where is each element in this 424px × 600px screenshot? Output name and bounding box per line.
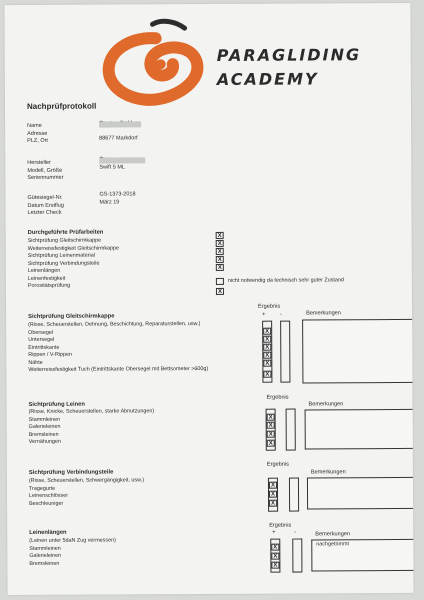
plus-mark[interactable]: X bbox=[269, 500, 277, 507]
glider-values bbox=[99, 156, 125, 179]
section-item: Stammleinen bbox=[28, 416, 61, 423]
cert-labels bbox=[27, 195, 63, 218]
ergebnis-header: Ergebnis bbox=[258, 303, 281, 310]
section-item: Untersegel bbox=[28, 336, 55, 343]
section-item: Weiterreissfestigkeit Tuch (Eintrittskante Obersegel mit Bettsometer >600g) bbox=[28, 366, 209, 373]
cert-label: Gütesiegel-Nr. bbox=[27, 194, 63, 201]
owner-label: PLZ, Ort bbox=[27, 138, 48, 145]
section-item: Stammleinen bbox=[29, 545, 61, 552]
cert-label: Datum Erstflug bbox=[27, 202, 64, 209]
check-box[interactable]: X bbox=[216, 232, 224, 239]
section-item: Eintrittskante bbox=[28, 344, 60, 351]
plus-mark[interactable]: X bbox=[267, 440, 275, 447]
plus-mark[interactable]: X bbox=[269, 491, 277, 498]
section-item: Nähte bbox=[28, 359, 43, 366]
redacted-address bbox=[99, 121, 141, 127]
brand-line-2: ACADEMY bbox=[216, 69, 319, 89]
plus-mark[interactable]: X bbox=[267, 422, 275, 429]
owner-value: 88677 Markdorf bbox=[99, 135, 138, 142]
owner-values bbox=[99, 120, 138, 143]
glider-labels bbox=[27, 160, 63, 183]
section-title: Sichtprüfung Leinen bbox=[28, 401, 85, 408]
section-subtitle: (Risse, Scheuerstellen, Schwergängigkeit, usw.) bbox=[28, 477, 145, 484]
section-title: Sichtprüfung Verbindungsteile bbox=[28, 469, 114, 476]
owner-labels bbox=[27, 123, 48, 146]
plus-mark[interactable]: X bbox=[271, 562, 279, 569]
section-subtitle: (Risse, Scheuerstellen, Dehnung, Beschichtung, Reparaturstellen, usw.) bbox=[28, 321, 201, 328]
section-item: Tragegurte bbox=[28, 485, 56, 492]
section-item: Vernähungen bbox=[28, 438, 61, 445]
section-items bbox=[28, 321, 208, 374]
cert-value: März 19 bbox=[99, 199, 120, 206]
remarks-header: Bemerkungen bbox=[310, 469, 346, 476]
check-item: Leinenlängen bbox=[27, 267, 61, 274]
ergebnis-header: Ergebnis bbox=[269, 522, 292, 529]
ergebnis-header: Ergebnis bbox=[266, 394, 289, 401]
section-title: Sichtprüfung Gleitschirmkappe bbox=[28, 313, 115, 320]
check-box[interactable] bbox=[216, 278, 224, 285]
plus-header: + bbox=[262, 311, 266, 318]
check-box[interactable]: X bbox=[216, 240, 224, 247]
section-item: Bremsleinen bbox=[28, 431, 59, 438]
check-item: Sichtprüfung Leinenmaterial bbox=[27, 252, 95, 259]
minus-header: - bbox=[294, 529, 297, 536]
plus-mark[interactable]: X bbox=[267, 414, 275, 421]
remarks-box[interactable] bbox=[302, 319, 412, 384]
remarks-box[interactable] bbox=[307, 477, 413, 510]
owner-label: Adresse bbox=[27, 130, 48, 137]
academy-logo-icon bbox=[101, 18, 211, 109]
section-item: Galerieleinen bbox=[28, 423, 61, 430]
glider-label: Seriennummer bbox=[27, 174, 64, 182]
plus-mark[interactable]: X bbox=[263, 336, 271, 343]
section-title: Leinenlängen bbox=[29, 529, 67, 536]
section-subtitle: (Risse, Knicke, Scheuerstellen, starke Abnutzungen) bbox=[28, 408, 155, 415]
glider-label: Hersteller bbox=[27, 159, 51, 166]
ergebnis-header: Ergebnis bbox=[266, 461, 289, 468]
section-item: Rippen / V-Rippen bbox=[28, 351, 73, 358]
plus-header: + bbox=[272, 529, 276, 536]
section-items bbox=[29, 477, 144, 508]
section-item: Obersegel bbox=[28, 329, 54, 336]
redacted-serial bbox=[99, 157, 145, 163]
remarks-text: nachgetrimmt bbox=[316, 541, 349, 548]
glider-value: Swift 5 ML bbox=[99, 164, 126, 171]
plus-mark[interactable]: X bbox=[271, 544, 279, 551]
section-subtitle: (Leinen unter 5daN Zug vermessen) bbox=[29, 537, 116, 544]
checks-title: Durchgeführte Prüfarbeiten bbox=[27, 229, 104, 236]
plus-mark[interactable]: X bbox=[263, 344, 271, 351]
minus-header: - bbox=[280, 311, 282, 318]
check-box[interactable]: X bbox=[216, 288, 224, 295]
check-item: Sichtprüfung Gleitschirmkappe bbox=[27, 237, 102, 244]
plus-mark[interactable]: X bbox=[263, 328, 271, 335]
glider-label: Modell, Größe bbox=[27, 167, 63, 174]
protocol-sheet bbox=[4, 3, 413, 595]
minus-column bbox=[280, 321, 290, 383]
check-box[interactable]: X bbox=[216, 248, 224, 255]
check-item: Leinenfestigkeit bbox=[27, 275, 66, 282]
protocol-title: Nachprüfprotokoll bbox=[26, 101, 97, 111]
plus-mark[interactable]: X bbox=[263, 352, 271, 359]
brand-line-1: PARAGLIDING bbox=[216, 45, 362, 65]
check-item: Porositätsprüfung bbox=[27, 282, 71, 289]
plus-mark[interactable]: X bbox=[267, 431, 275, 438]
minus-column bbox=[289, 478, 299, 512]
plus-mark[interactable]: X bbox=[271, 553, 279, 560]
plus-mark[interactable]: X bbox=[269, 482, 277, 489]
owner-label: Name bbox=[27, 122, 42, 129]
cert-value: GS-1373-2018 bbox=[99, 191, 136, 198]
plus-mark[interactable]: X bbox=[263, 371, 271, 378]
remarks-header: Bemerkungen bbox=[306, 310, 341, 317]
section-item: Leinenschlösser bbox=[29, 492, 69, 499]
cert-label: Letzter Check bbox=[27, 209, 62, 217]
section-item: Beschleuniger bbox=[29, 500, 64, 507]
check-item: Weiterreissfestigkeit Gleitschirmkappe bbox=[27, 244, 120, 252]
remarks-box[interactable] bbox=[311, 539, 413, 572]
checks-list bbox=[28, 237, 120, 290]
check-box[interactable]: X bbox=[216, 264, 224, 271]
section-item: Bremsleinen bbox=[29, 560, 60, 567]
section-item: Galerieleinen bbox=[29, 552, 62, 559]
minus-column bbox=[286, 409, 296, 451]
checks-note: nicht notwendig da technisch sehr guter Zustand bbox=[227, 277, 344, 284]
remarks-box[interactable] bbox=[305, 409, 413, 450]
section-items bbox=[29, 537, 116, 567]
remarks-header: Bemerkungen bbox=[308, 401, 344, 408]
plus-mark[interactable]: X bbox=[263, 360, 271, 367]
check-box[interactable]: X bbox=[216, 256, 224, 263]
minus-column bbox=[292, 539, 302, 573]
remarks-header: Bemerkungen bbox=[315, 531, 351, 538]
cert-values bbox=[99, 191, 135, 206]
section-items bbox=[29, 408, 155, 446]
check-item: Sichtprüfung Verbindungsteile bbox=[27, 260, 100, 267]
